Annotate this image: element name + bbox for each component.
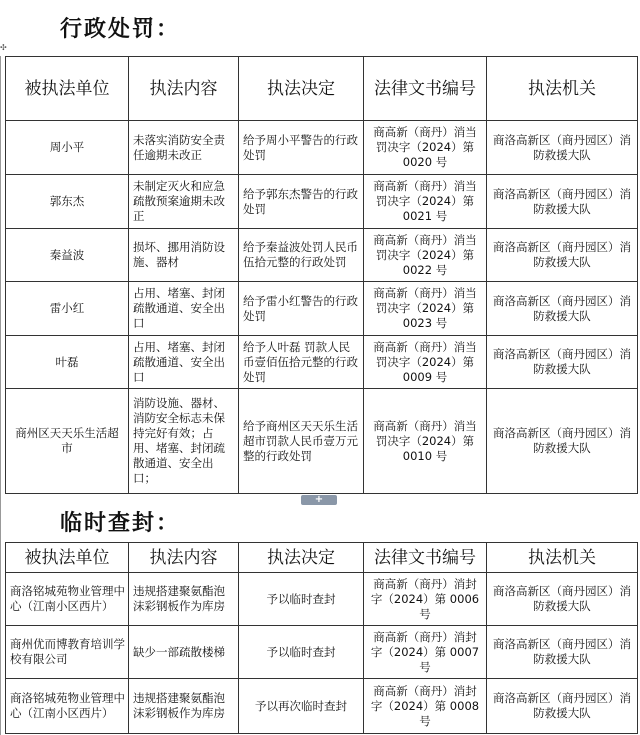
cell-agency: 商洛高新区（商丹园区）消防救援大队 (487, 679, 638, 734)
header-content: 执法内容 (129, 57, 239, 121)
cell-decision: 给予郭东杰警告的行政处罚 (239, 175, 364, 229)
table-row (6, 282, 638, 336)
cell-doc-no: 商高新（商丹）消当罚决字（2024）第 0020 号 (364, 121, 487, 175)
table-header-row (6, 543, 638, 573)
cell-decision: 予以再次临时查封 (239, 679, 364, 734)
cell-unit: 叶磊 (6, 336, 129, 389)
cell-decision: 给予雷小红警告的行政处罚 (239, 282, 364, 336)
cell-content: 未落实消防安全责任逾期未改正 (129, 121, 239, 175)
cell-content: 损坏、挪用消防设施、器材 (129, 229, 239, 282)
table-row (6, 229, 638, 282)
cell-doc-no: 商高新（商丹）消封字（2024）第 0008 号 (364, 679, 487, 734)
cell-content: 违规搭建聚氨酯泡沫彩钢板作为库房 (129, 573, 239, 626)
temp-seal-title: 临时查封： (60, 510, 181, 536)
cell-doc-no: 商高新（商丹）消当罚决字（2024）第 0009 号 (364, 336, 487, 389)
cell-decision: 给予人叶磊 罚款人民币壹佰伍拾元整的行政处罚 (239, 336, 364, 389)
cell-agency: 商洛高新区（商丹园区）消防救援大队 (487, 282, 638, 336)
table-row (6, 336, 638, 389)
insert-row-button[interactable]: + (301, 495, 337, 505)
cell-decision: 给予秦益波处罚人民币伍拾元整的行政处罚 (239, 229, 364, 282)
cell-content: 违规搭建聚氨酯泡沫彩钢板作为库房 (129, 679, 239, 734)
cell-unit: 商洛铭城苑物业管理中心（江南小区西片） (6, 679, 129, 734)
cell-doc-no: 商高新（商丹）消封字（2024）第 0006 号 (364, 573, 487, 626)
cell-doc-no: 商高新（商丹）消封字（2024）第 0007 号 (364, 626, 487, 679)
cell-agency: 商洛高新区（商丹园区）消防救援大队 (487, 175, 638, 229)
cell-agency: 商洛高新区（商丹园区）消防救援大队 (487, 121, 638, 175)
cell-unit: 商州区天天乐生活超市 (6, 389, 129, 494)
cell-unit: 周小平 (6, 121, 129, 175)
cell-agency: 商洛高新区（商丹园区）消防救援大队 (487, 573, 638, 626)
header-unit: 被执法单位 (6, 57, 129, 121)
cell-agency: 商洛高新区（商丹园区）消防救援大队 (487, 336, 638, 389)
cell-agency: 商洛高新区（商丹园区）消防救援大队 (487, 626, 638, 679)
table-row (6, 679, 638, 734)
table-row (6, 573, 638, 626)
table-header-row (6, 57, 638, 121)
cell-unit: 秦益波 (6, 229, 129, 282)
cell-unit: 商州优而博教育培训学校有限公司 (6, 626, 129, 679)
cell-agency: 商洛高新区（商丹园区）消防救援大队 (487, 389, 638, 494)
cell-decision: 给予商州区天天乐生活超市罚款人民币壹万元整的行政处罚 (239, 389, 364, 494)
admin-penalty-table (5, 56, 638, 494)
cell-unit: 商洛铭城苑物业管理中心（江南小区西片） (6, 573, 129, 626)
header-doc-no: 法律文书编号 (364, 57, 487, 121)
header-decision: 执法决定 (239, 57, 364, 121)
cell-unit: 郭东杰 (6, 175, 129, 229)
table-move-handle-icon[interactable]: ✣ (0, 43, 7, 52)
table-row (6, 389, 638, 494)
table-row (6, 626, 638, 679)
header-agency: 执法机关 (487, 543, 638, 573)
cell-doc-no: 商高新（商丹）消当罚决字（2024）第 0021 号 (364, 175, 487, 229)
cell-doc-no: 商高新（商丹）消当罚决字（2024）第 0023 号 (364, 282, 487, 336)
cell-content: 缺少一部疏散楼梯 (129, 626, 239, 679)
header-doc-no: 法律文书编号 (364, 543, 487, 573)
header-decision: 执法决定 (239, 543, 364, 573)
cell-unit: 雷小红 (6, 282, 129, 336)
header-agency: 执法机关 (487, 57, 638, 121)
page-edge-line (0, 56, 1, 735)
cell-agency: 商洛高新区（商丹园区）消防救援大队 (487, 229, 638, 282)
cell-content: 消防设施、器材、消防安全标志未保持完好有效；占用、堵塞、封闭疏散通道、安全出口； (129, 389, 239, 494)
cell-content: 占用、堵塞、封闭疏散通道、安全出口 (129, 336, 239, 389)
table-row (6, 121, 638, 175)
admin-penalty-title: 行政处罚： (60, 16, 181, 42)
cell-doc-no: 商高新（商丹）消当罚决字（2024）第 0022 号 (364, 229, 487, 282)
cell-content: 占用、堵塞、封闭疏散通道、安全出口 (129, 282, 239, 336)
table-row (6, 175, 638, 229)
header-content: 执法内容 (129, 543, 239, 573)
cell-decision: 予以临时查封 (239, 626, 364, 679)
cell-doc-no: 商高新（商丹）消当罚决字（2024）第 0010 号 (364, 389, 487, 494)
temp-seal-table (5, 542, 638, 734)
cell-decision: 给予周小平警告的行政处罚 (239, 121, 364, 175)
header-unit: 被执法单位 (6, 543, 129, 573)
cell-decision: 予以临时查封 (239, 573, 364, 626)
cell-content: 未制定灭火和应急疏散预案逾期未改正 (129, 175, 239, 229)
